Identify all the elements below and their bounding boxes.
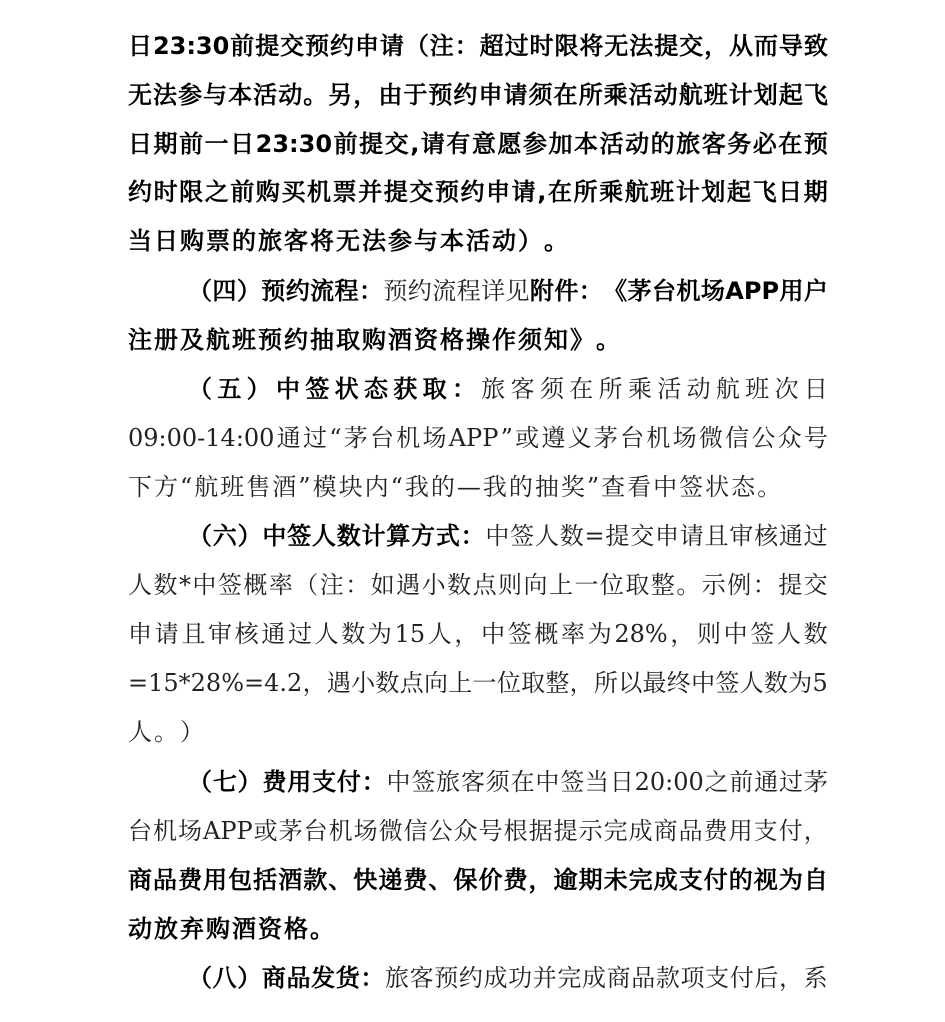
text-line: =15*28%=4.2 ， 遇 小 数 点 向 上 一 位 取 整 ， 所 以 最 终 中 签 人 数 为 5 [128,669,828,697]
text-line: （ 五 ） 中 签 状 态 获 取 ： 旅 客 须 在 所 乘 活 动 航 班 次 日 [188,375,828,403]
text-line: 人 。 ） [128,718,204,746]
text-line: 申 请 且 审 核 通 过 人 数 为 15 人 ， 中 签 概 率 为 28% ， 则 中 签 人 数 [128,620,828,648]
text-line: 日 23:30 前 提 交 预 约 申 请 （ 注 ： 超 过 时 限 将 无 法 提 交 ， 从 而 导 致 [128,32,828,60]
text-line: （ 六 ） 中 签 人 数 计 算 方 式 ： 中 签 人 数 = 提 交 申 请 且 审 核 通 过 [188,522,828,550]
text-line: 人 数 * 中 签 概 率 （ 注 ： 如 遇 小 数 点 则 向 上 一 位 取 整 。 示 例 ： 提 交 [128,571,828,599]
text-line: 动 放 弃 购 酒 资 格 。 [128,915,334,943]
text-line: 09:00-14:00 通 过 “ 茅 台 机 场 APP ” 或 遵 义 茅 台 机 场 微 信 公 众 号 [128,424,828,452]
text-line: 无 法 参 与 本 活 动 。 另 ， 由 于 预 约 申 请 须 在 所 乘 活 动 航 班 计 划 起 飞 [128,81,828,109]
text-line: 当 日 购 票 的 旅 客 将 无 法 参 与 本 活 动 ） 。 [128,227,568,255]
text-line: （ 七 ） 费 用 支 付 ： 中 签 旅 客 须 在 中 签 当 日 20:00 之 前 通 过 茅 [188,768,828,796]
text-line: 约 时 限 之 前 购 买 机 票 并 提 交 预 约 申 请 , 在 所 乘 航 班 计 划 起 飞 日 期 [128,178,828,206]
text-line: （ 八 ） 商 品 发 货 ： 旅 客 预 约 成 功 并 完 成 商 品 款 项 支 付 后 ， 系 [188,964,828,992]
text-line: 注 册 及 航 班 预 约 抽 取 购 酒 资 格 操 作 须 知 》 。 [128,326,620,354]
text-line: 台 机 场 APP 或 茅 台 机 场 微 信 公 众 号 根 据 提 示 完 成 商 品 费 用 支 付 ， [128,817,828,845]
text-line: （ 四 ） 预 约 流 程 ： 预 约 流 程 详 见 附 件 ： 《 茅 台 机 场 APP 用 户 [188,277,828,305]
text-line: 日 期 前 一 日 23:30 前 提 交 , 请 有 意 愿 参 加 本 活 动 的 旅 客 务 必 在 预 [128,130,828,158]
text-line: 商 品 费 用 包 括 酒 款 、 快 递 费 、 保 价 费 ， 逾 期 未 完 成 支 付 的 视 为 自 [128,866,828,894]
text-line: 下 方 “ 航 班 售 酒 ” 模 块 内 “ 我 的 — 我 的 抽 奖 ” 查 看 中 签 状 态 。 [128,473,782,501]
